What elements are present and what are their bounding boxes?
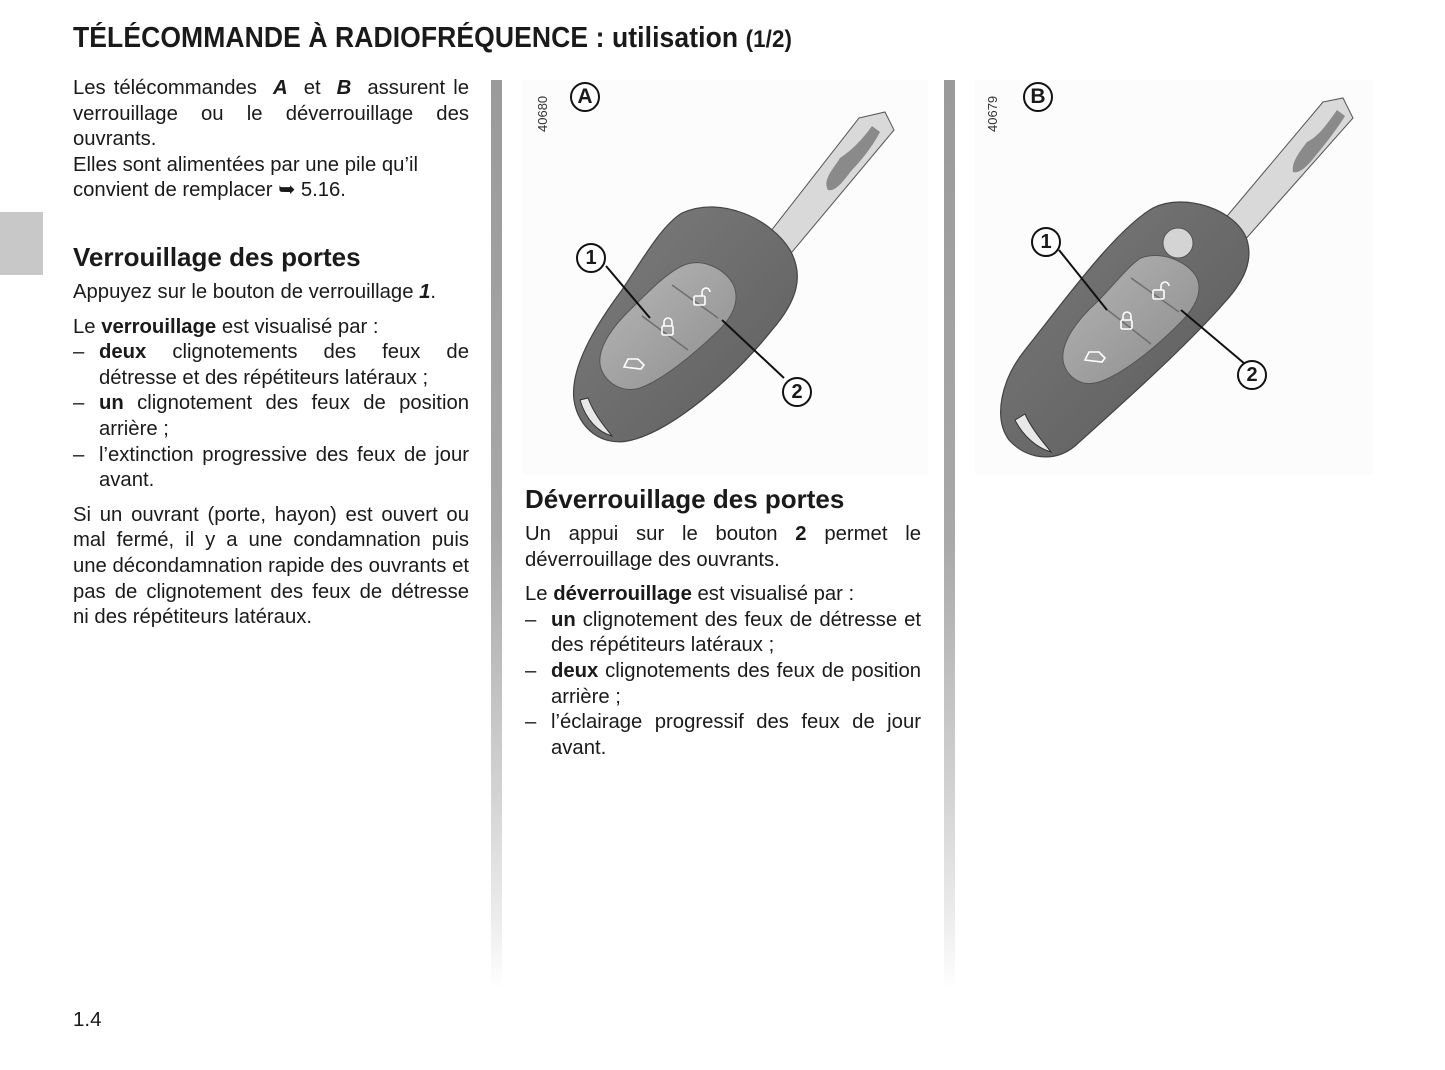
page-title-main: TÉLÉCOMMANDE À RADIOFRÉQUENCE : utilisation [73, 22, 739, 54]
callout-unlock-button: 2 [1237, 360, 1267, 390]
list-item: – un clignotement des feux de position arrière ; [73, 392, 470, 440]
intro-paragraph-1: Les télécommandes A et B assurent le verrouillage ou le déverrouillage des ouvrants. [73, 77, 469, 151]
chapter-tab [0, 212, 43, 275]
figure-letter: B [1023, 82, 1053, 112]
intro-paragraph-2: Elles sont alimentées par une pile qu’il convient de remplacer ➥ 5.16. [73, 153, 418, 202]
locking-indication-intro: Le verrouillage est visualisé par : [73, 315, 379, 338]
column-divider-2 [944, 80, 955, 990]
list-item: – deux clignotements des feux de détresse et des répétiteurs latéraux ; [73, 341, 469, 389]
unlocking-instruction: Un appui sur le bouton 2 permet le déverrouillage des ouvrants. [525, 523, 921, 571]
left-column [73, 76, 469, 631]
callout-lock-button: 1 [1031, 227, 1061, 257]
cross-reference-arrow-icon: ➥ [278, 179, 296, 202]
callout-lock-button: 1 [576, 243, 606, 273]
list-item: – l’extinction progressive des feux de jour avant. [73, 443, 469, 492]
unlocking-indication-intro: Le déverrouillage est visualisé par : [525, 583, 855, 606]
list-item: – un clignotement des feux de détresse et des répétiteurs latéraux ; [525, 608, 922, 657]
remote-key-b-illustration [975, 80, 1373, 474]
key-blade [760, 112, 894, 258]
button-ref-1: 1 [419, 280, 431, 303]
figure-code: 40679 [985, 95, 1000, 132]
page-title [73, 22, 792, 55]
locking-instruction: Appuyez sur le bouton de verrouillage 1. [73, 280, 437, 303]
callout-unlock-button: 2 [782, 377, 812, 407]
remote-ref-a: A [272, 77, 288, 99]
unlocking-indication-list [525, 608, 921, 762]
middle-column [525, 484, 921, 761]
figure-a [522, 80, 928, 474]
page-title-suffix: (1/2) [745, 26, 792, 53]
remote-key-a-illustration [522, 80, 928, 474]
unlocking-heading: Déverrouillage des portes [525, 484, 845, 514]
column-divider-1 [491, 80, 502, 990]
remote-ref-b: B [336, 77, 352, 99]
locking-indication-list [73, 340, 469, 494]
page-number: 1.4 [73, 1008, 102, 1031]
figure-b [975, 80, 1373, 474]
locking-heading: Verrouillage des portes [73, 241, 361, 272]
list-item: – deux clignotements des feux de position arrière ; [525, 659, 922, 708]
cross-reference-link[interactable]: 5.16. [300, 179, 346, 202]
figure-code: 40680 [535, 95, 550, 132]
figure-letter: A [570, 82, 600, 112]
key-blade [1217, 98, 1353, 242]
list-item: – l’éclairage progressif des feux de jour avant. [525, 711, 921, 759]
button-ref-2: 2 [795, 523, 807, 545]
locking-note: Si un ouvrant (porte, hayon) est ouvert ou mal fermé, il y a une condamnation puis une décondamnation rapide des ouvrants et pas de clignotement des feux de détresse ni des répétiteurs latéraux. [73, 503, 469, 629]
